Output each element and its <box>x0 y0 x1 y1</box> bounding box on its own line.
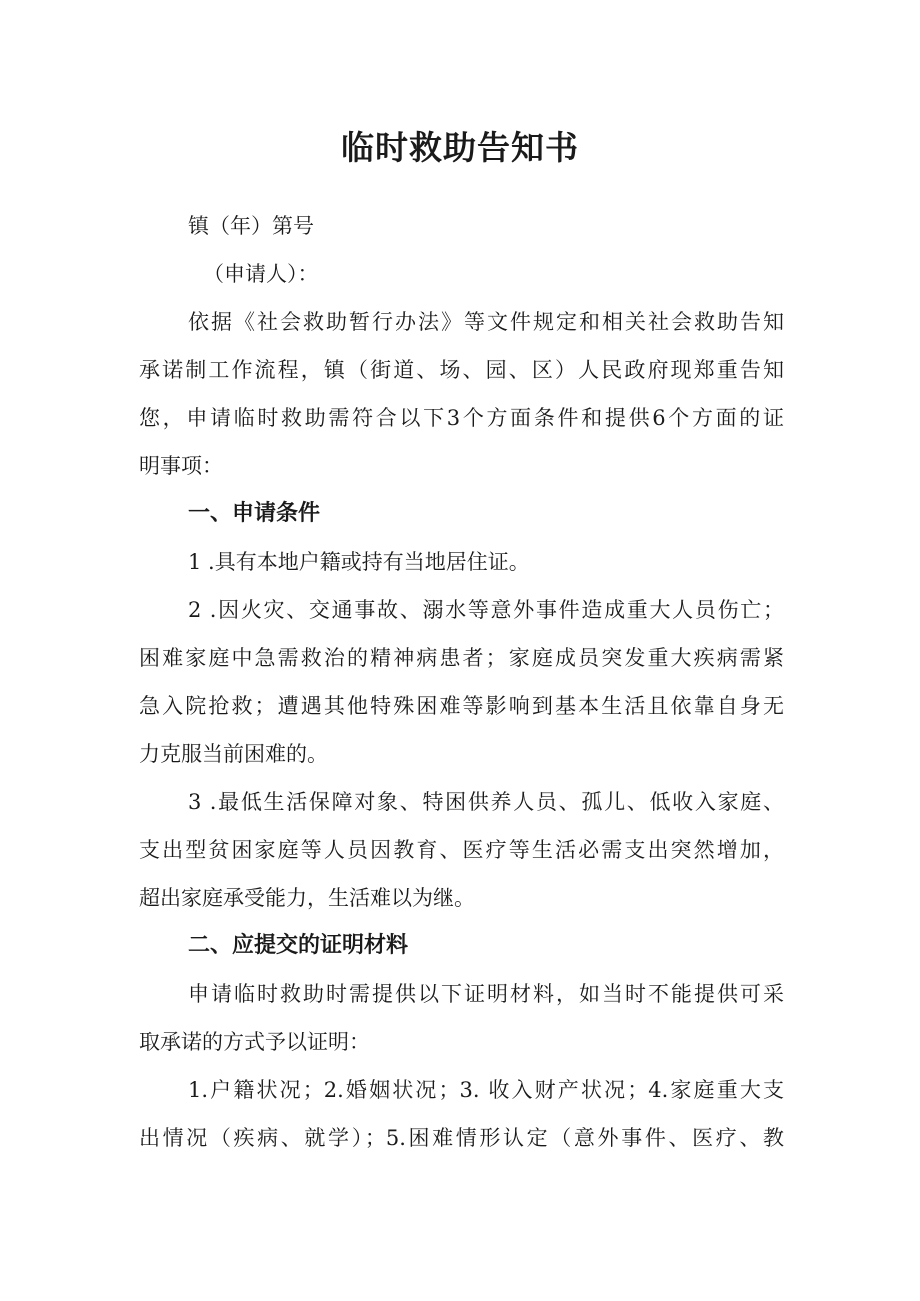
intro-paragraph-line: 明事项： <box>139 454 223 478</box>
intro-paragraph-line: 您，申请临时救助需符合以下3个方面条件和提供6个方面的证 <box>139 406 784 430</box>
condition-item-3-line: 支出型贫困家庭等人员因教育、医疗等生活必需支出突然增加， <box>139 838 784 862</box>
section-heading-materials: 二、应提交的证明材料 <box>188 933 409 958</box>
condition-item-2-line: 急入院抢救；遭遇其他特殊困难等影响到基本生活且依靠自身无 <box>139 694 784 718</box>
materials-paragraph-line: 申请临时救助时需提供以下证明材料，如当时不能提供可采 <box>188 982 784 1006</box>
intro-paragraph-line: 承诺制工作流程，镇（街道、场、园、区）人民政府现郑重告知 <box>139 358 784 382</box>
condition-item-2: 2 .因火灾、交通事故、溺水等意外事件造成重大人员伤亡； <box>188 598 784 622</box>
section-heading-conditions: 一、申请条件 <box>188 501 321 526</box>
materials-list-line: 1.户籍状况；2.婚姻状况；3. 收入财产状况；4.家庭重大支 <box>188 1078 784 1102</box>
materials-list-line: 出情况（疾病、就学）；5.困难情形认定（意外事件、医疗、教 <box>139 1126 784 1150</box>
condition-item-3-line: 超出家庭承受能力，生活难以为继。 <box>139 886 475 910</box>
condition-item-2-line: 力克服当前困难的。 <box>139 742 328 766</box>
document-number-line: 镇（年）第号 <box>188 214 314 238</box>
condition-item-1: 1 .具有本地户籍或持有当地居住证。 <box>188 550 530 574</box>
applicant-salutation: （申请人）： <box>203 262 319 286</box>
document-title: 临时救助告知书 <box>341 128 579 167</box>
condition-item-3: 3 .最低生活保障对象、特困供养人员、孤儿、低收入家庭、 <box>188 790 784 814</box>
materials-paragraph-line: 取承诺的方式予以证明： <box>139 1030 370 1054</box>
intro-paragraph-line: 依据《社会救助暂行办法》等文件规定和相关社会救助告知 <box>188 310 784 334</box>
document-body <box>139 202 784 1162</box>
condition-item-2-line: 困难家庭中急需救治的精神病患者；家庭成员突发重大疾病需紧 <box>139 646 784 670</box>
